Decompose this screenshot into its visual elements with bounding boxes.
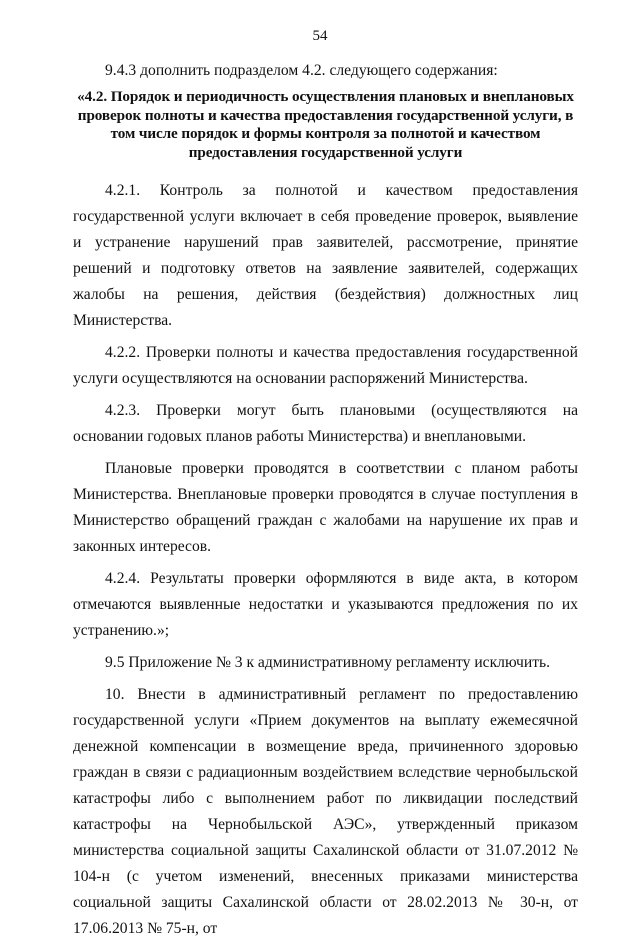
paragraph-4-2-4: 4.2.4. Результаты проверки оформляются в виде акта, в котором отмечаются выявленные недостатки и указываются предложения по их устранению.»; [73,570,578,639]
page-number: 54 [312,28,328,44]
paragraph-4-2-2: 4.2.2. Проверки полноты и качества предоставления государственной услуги осуществляются на основании распоряжений Министерства. [73,344,578,387]
paragraph-10: 10. Внести в административный регламент по предоставлению государственной услуги «Прием документов на выплату ежемесячной денежной компенсации в возмещение вреда, причиненного здоровью граждан в связи с радиационным воздействием вследствие чернобыльской катастрофы либо с выполнением работ по ликвидации последствий катастрофы на Чернобыльской АЭС», утвержденный приказом министерства социальной защиты Сахалинской области от 31.07.2012 № 104-н (с учетом изменений, внесенных приказами министерства социальной защиты Сахалинской области от 28.02.2013 № 30-н, от 17.06.2013 № 75-н, от [73,686,578,937]
document-body [73,58,578,942]
paragraph-4-2-1: 4.2.1. Контроль за полнотой и качеством предоставления государственной услуги включает в себя проведение проверок, выявление и устранение нарушений прав заявителей, рассмотрение, принятие решений и подготовку ответов на заявление заявителей, содержащих жалобы на решения, действия (бездействия) должностных лиц Министерства. [73,182,578,329]
paragraph-9-5: 9.5 Приложение № 3 к административному регламенту исключить. [105,654,551,671]
paragraph-4-2-3: 4.2.3. Проверки могут быть плановыми (осуществляются на основании годовых планов работы Министерства) и внеплановыми. [73,402,578,445]
paragraph-planned-checks: Плановые проверки проводятся в соответствии с планом работы Министерства. Внеплановые проверки проводятся в случае поступления в Министерство обращений граждан с жалобами на нарушение их прав и законных интересов. [73,460,578,555]
intro-line: 9.4.3 дополнить подразделом 4.2. следующего содержания: [105,62,498,79]
section-heading: «4.2. Порядок и периодичность осуществления плановых и внеплановых проверок полноты и качества предоставления государственной услуги, в том числе порядок и формы контроля за полнотой и качеством предоставления государственной услуги [77,88,574,161]
